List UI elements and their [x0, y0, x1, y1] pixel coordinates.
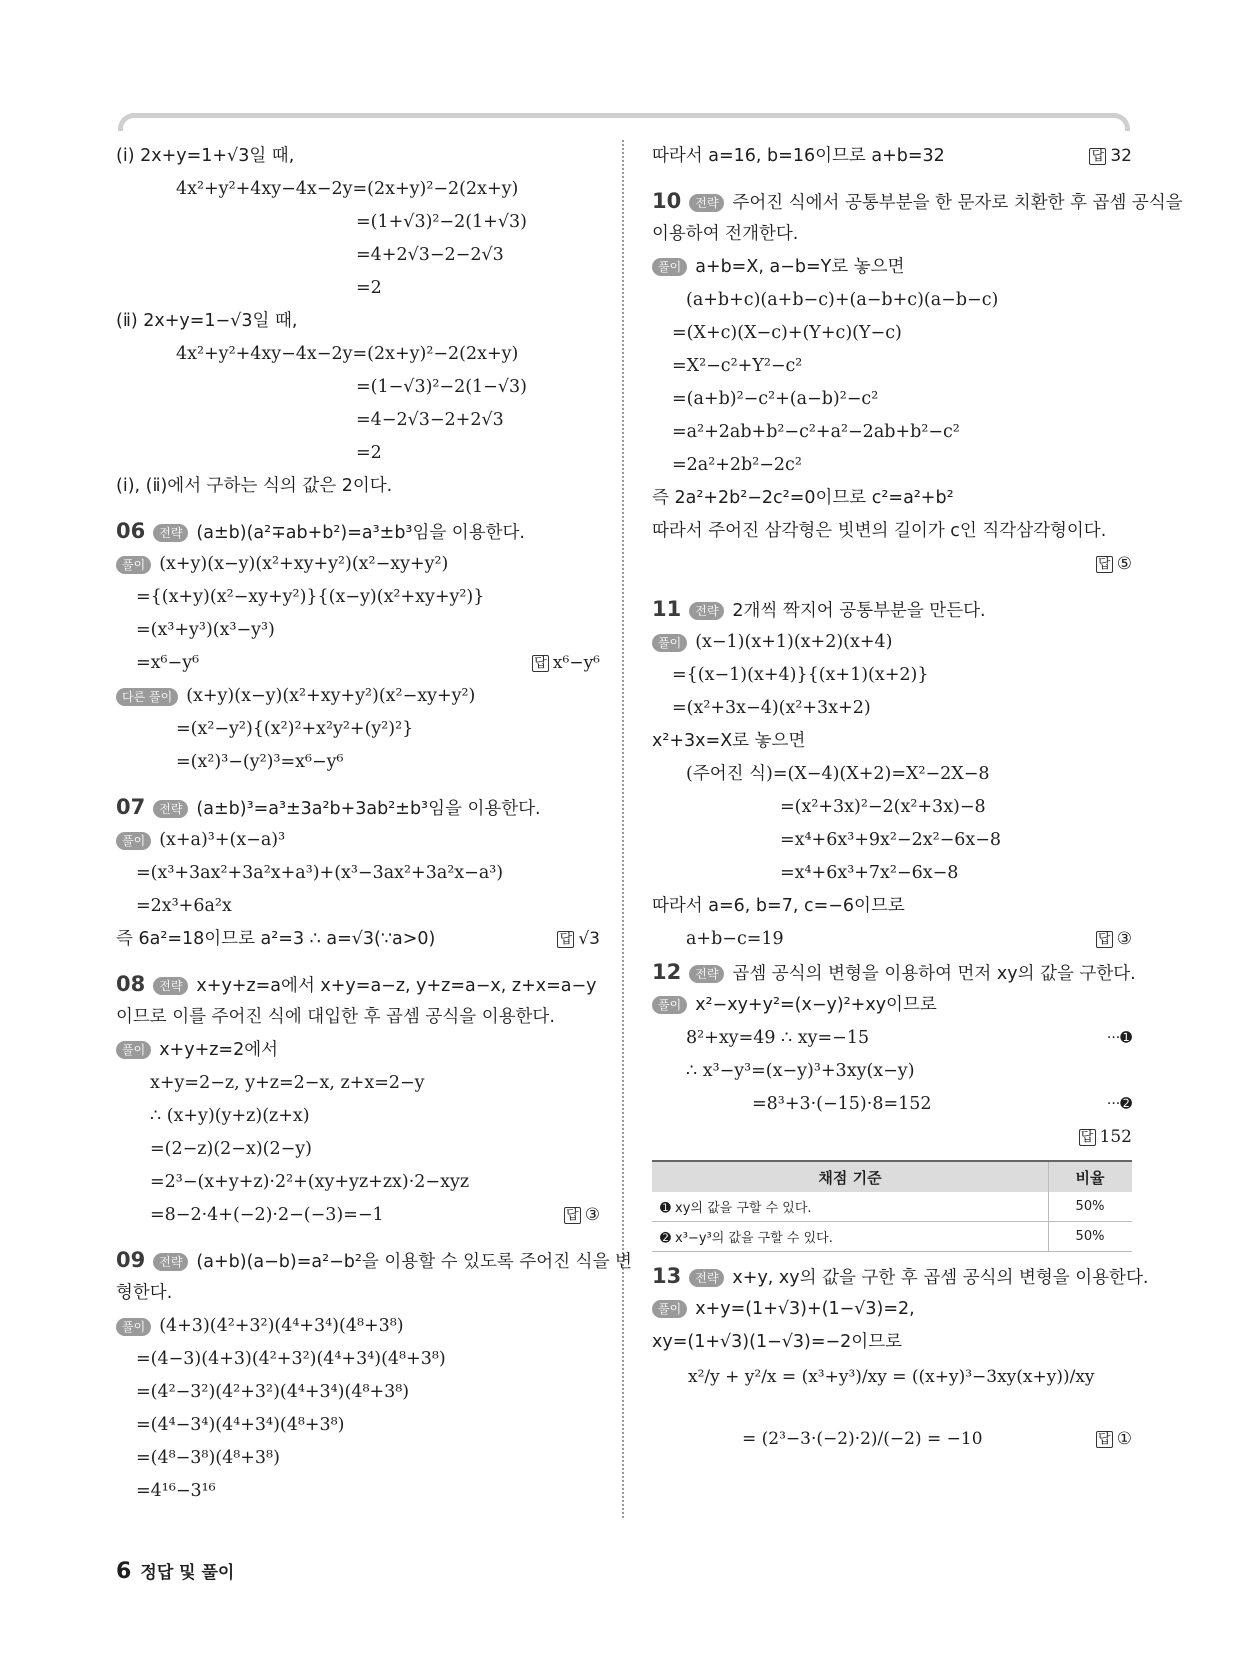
line-text: =x⁶−y⁶	[136, 653, 200, 673]
score-ratio: 50%	[1049, 1192, 1133, 1222]
text-line	[116, 470, 600, 503]
problem-number: 07	[116, 795, 146, 819]
line-text: =2a²+2b²−2c²	[672, 455, 802, 475]
line-text: 따라서 a=6, b=7, c=−6이므로	[652, 896, 905, 916]
answer	[1096, 548, 1132, 581]
text-line	[652, 1260, 1149, 1293]
page-footer	[116, 1558, 234, 1584]
answer	[1096, 1429, 1132, 1449]
text-line	[652, 857, 1132, 890]
answer-mark-icon: 답	[1079, 1129, 1096, 1146]
label-badge: 전략	[153, 977, 188, 995]
fraction-expression-1: x²/y + y²/x = (x³+y³)/xy = ((x+y)³−3xy(x+y))/xy	[688, 1367, 1095, 1387]
text-line	[652, 626, 1132, 659]
fraction-expression-2: = (2³−3·(−2)·2)/(−2) = −10	[742, 1429, 983, 1449]
label-badge: 전략	[153, 800, 188, 818]
text-line	[116, 1442, 600, 1475]
spacer	[116, 779, 600, 791]
problem-number: 09	[116, 1248, 146, 1272]
text-line	[116, 371, 600, 404]
line-text: =(x³+y³)(x³−y³)	[136, 620, 275, 640]
spacer	[116, 956, 600, 968]
text-line	[652, 140, 1132, 173]
score-criteria: ➊ xy의 값을 구할 수 있다.	[652, 1192, 1049, 1222]
table-row	[652, 1222, 1132, 1252]
spacer	[116, 503, 600, 515]
line-text: (x+a)³+(x−a)³	[159, 830, 286, 850]
spacer	[652, 173, 1132, 185]
text-line	[652, 218, 1132, 251]
line-text: 따라서 a=16, b=16이므로 a+b=32	[652, 146, 945, 166]
answer-value: x⁶−y⁶	[552, 653, 600, 673]
text-line	[116, 1310, 600, 1343]
text-line	[652, 350, 1132, 383]
page-top-rule	[118, 113, 1130, 131]
line-text: =4¹⁶−3¹⁶	[136, 1481, 216, 1501]
line-text: =x⁴+6x³+7x²−6x−8	[780, 863, 959, 883]
answer-value: ③	[584, 1205, 600, 1225]
text-line	[116, 1166, 600, 1199]
line-text: =2x³+6a²x	[136, 896, 232, 916]
line-text: =(2−z)(2−x)(2−y)	[150, 1139, 312, 1159]
text-line	[116, 890, 600, 923]
line-text: =(x²−y²){(x²)²+x²y²+(y²)²}	[176, 719, 414, 739]
line-text: =x⁴+6x³+9x²−2x²−6x−8	[780, 830, 1002, 850]
line-text: =(4²−3²)(4²+3²)(4⁴+3⁴)(4⁸+3⁸)	[136, 1382, 410, 1402]
label-badge: 풀이	[116, 1041, 151, 1059]
text-line	[652, 548, 1132, 581]
line-text: =2	[356, 443, 382, 463]
text-line	[116, 404, 600, 437]
line-text: a+b−c=19	[686, 929, 784, 949]
line-text: =(4⁸−3⁸)(4⁸+3⁸)	[136, 1448, 280, 1468]
line-text: =X²−c²+Y²−c²	[672, 356, 803, 376]
line-text: =(x²)³−(y²)³=x⁶−y⁶	[176, 752, 344, 772]
line-text: =(x²+3x−4)(x²+3x+2)	[672, 698, 871, 718]
line-text: 곱셈 공식의 변형을 이용하여 먼저 xy의 값을 구한다.	[732, 964, 1136, 984]
line-text: (x+y)(x−y)(x²+xy+y²)(x²−xy+y²)	[159, 554, 449, 574]
line-text: 4x²+y²+4xy−4x−2y=(2x+y)²−2(2x+y)	[176, 179, 519, 199]
label-badge: 다른 풀이	[116, 688, 178, 706]
answer-value: ①	[1116, 1429, 1132, 1449]
text-line	[652, 659, 1132, 692]
label-badge: 풀이	[652, 258, 687, 276]
text-line	[116, 614, 600, 647]
text-line	[116, 1244, 632, 1277]
text-line	[116, 791, 600, 824]
step-marker: ···➋	[1106, 1096, 1132, 1112]
text-line	[116, 272, 600, 305]
text-line	[652, 593, 1132, 626]
line-text: ∴ x³−y³=(x−y)³+3xy(x−y)	[686, 1061, 915, 1081]
line-text: x+y=2−z, y+z=2−x, z+x=2−y	[150, 1073, 425, 1093]
line-text: (a+b+c)(a+b−c)+(a−b+c)(a−b−c)	[686, 290, 999, 310]
right-lines-2	[652, 1260, 1149, 1359]
text-line	[116, 923, 600, 956]
answer	[1079, 1121, 1132, 1154]
label-badge: 풀이	[652, 1300, 687, 1318]
line-text: =(a+b)²−c²+(a−b)²−c²	[672, 389, 879, 409]
left-column	[116, 140, 632, 1508]
line-text: =(1+√3)²−2(1+√3)	[356, 212, 527, 232]
text-line	[116, 239, 600, 272]
answer-mark-icon: 답	[1089, 148, 1106, 165]
text-line	[116, 968, 600, 1001]
line-text: =(4−3)(4+3)(4²+3²)(4⁴+3⁴)(4⁸+3⁸)	[136, 1349, 446, 1369]
text-line	[116, 713, 600, 746]
label-badge: 전략	[689, 965, 724, 983]
line-text: 2개씩 짝지어 공통부분을 만든다.	[732, 601, 986, 621]
label-badge: 전략	[689, 602, 724, 620]
line-text: x²−xy+y²=(x−y)²+xy이므로	[695, 995, 937, 1015]
line-text: x+y, xy의 값을 구한 후 곱셈 공식의 변형을 이용한다.	[732, 1268, 1149, 1288]
text-line	[652, 890, 1132, 923]
text-line	[652, 1326, 1132, 1359]
line-text: x+y=(1+√3)+(1−√3)=2,	[695, 1299, 915, 1319]
text-line	[116, 680, 600, 713]
text-line	[652, 1055, 1132, 1088]
line-text: (x+y)(x−y)(x²+xy+y²)(x²−xy+y²)	[186, 686, 476, 706]
answer-value: √3	[578, 929, 600, 949]
text-line	[116, 746, 600, 779]
text-line	[652, 1293, 1132, 1326]
text-line	[652, 251, 1132, 284]
text-line	[116, 206, 600, 239]
text-line	[116, 140, 600, 173]
text-line	[652, 923, 1132, 956]
text-line	[116, 515, 600, 548]
text-line	[652, 1088, 1132, 1121]
text-line	[652, 956, 1136, 989]
line-text: =8−2·4+(−2)·2−(−3)=−1	[150, 1205, 384, 1225]
line-text: =(X+c)(X−c)+(Y+c)(Y−c)	[672, 323, 902, 343]
label-badge: 풀이	[116, 1318, 151, 1336]
text-line	[116, 1475, 600, 1508]
line-text: 8²+xy=49 ∴ xy=−15	[686, 1028, 870, 1048]
text-line	[652, 284, 1132, 317]
text-line	[116, 1034, 600, 1067]
label-badge: 풀이	[652, 996, 687, 1014]
text-line	[116, 1409, 600, 1442]
answer	[532, 647, 600, 680]
answer-mark-icon: 답	[532, 655, 549, 672]
text-line	[652, 416, 1132, 449]
line-text: (ⅰ) 2x+y=1+√3일 때,	[116, 146, 295, 166]
text-line	[652, 1121, 1132, 1154]
line-text: ={(x+y)(x²−xy+y²)}{(x−y)(x²+xy+y²)}	[136, 587, 485, 607]
score-header-criteria: 채점 기준	[652, 1161, 1049, 1192]
text-line	[652, 317, 1132, 350]
line-text: ∴ (x+y)(y+z)(z+x)	[150, 1106, 310, 1126]
line-text: (ⅰ), (ⅱ)에서 구하는 식의 값은 2이다.	[116, 476, 393, 496]
line-text: =8³+3·(−15)·8=152	[752, 1094, 932, 1114]
text-line	[116, 305, 600, 338]
answer-mark-icon: 답	[1096, 931, 1113, 948]
text-line	[652, 758, 1132, 791]
text-line	[652, 791, 1132, 824]
line-text: =a²+2ab+b²−c²+a²−2ab+b²−c²	[672, 422, 960, 442]
line-text: 4x²+y²+4xy−4x−2y=(2x+y)²−2(2x+y)	[176, 344, 519, 364]
text-line	[116, 548, 600, 581]
problem-number: 13	[652, 1264, 682, 1288]
answer-mark-icon: 답	[1096, 556, 1113, 573]
score-criteria: ➋ x³−y³의 값을 구할 수 있다.	[652, 1222, 1049, 1252]
line-text: x+y+z=a에서 x+y=a−z, y+z=a−x, z+x=a−y	[196, 976, 597, 996]
line-text: 즉 2a²+2b²−2c²=0이므로 c²=a²+b²	[652, 488, 954, 508]
answer-value: 152	[1099, 1127, 1132, 1147]
spacer	[652, 581, 1132, 593]
label-badge: 풀이	[116, 556, 151, 574]
line-text: =(x²+3x)²−2(x²+3x)−8	[780, 797, 986, 817]
answer-mark-icon: 답	[557, 931, 574, 948]
score-header-ratio: 비율	[1049, 1161, 1133, 1192]
line-text: x²+3x=X로 놓으면	[652, 731, 806, 751]
label-badge: 풀이	[652, 634, 687, 652]
fraction-line-1	[652, 1359, 1132, 1421]
problem-number: 10	[652, 189, 682, 213]
line-text: 이용하여 전개한다.	[652, 224, 799, 244]
text-line	[116, 1100, 600, 1133]
line-text: =4−2√3−2+2√3	[356, 410, 504, 430]
answer-value: ⑤	[1116, 554, 1132, 574]
text-line	[116, 647, 600, 680]
text-line	[116, 1376, 600, 1409]
line-text: (a±b)³=a³±3a²b+3ab²±b³임을 이용한다.	[196, 799, 541, 819]
line-text: (주어진 식)=(X−4)(X+2)=X²−2X−8	[686, 764, 990, 784]
answer	[557, 923, 600, 956]
answer-value: ③	[1116, 929, 1132, 949]
line-text: =(4⁴−3⁴)(4⁴+3⁴)(4⁸+3⁸)	[136, 1415, 345, 1435]
text-line	[116, 581, 600, 614]
text-line	[652, 692, 1132, 725]
problem-number: 11	[652, 597, 682, 621]
right-column	[652, 140, 1183, 1465]
step-marker: ···➊	[1106, 1030, 1132, 1046]
scoring-table	[652, 1160, 1132, 1252]
text-line	[116, 1343, 600, 1376]
text-line	[116, 857, 600, 890]
text-line	[116, 338, 600, 371]
line-text: (ⅱ) 2x+y=1−√3일 때,	[116, 311, 298, 331]
answer-value: 32	[1110, 146, 1132, 166]
text-line	[652, 383, 1132, 416]
text-line	[652, 725, 1132, 758]
text-line	[116, 1199, 600, 1232]
text-line	[652, 482, 1132, 515]
line-text: =(1−√3)²−2(1−√3)	[356, 377, 527, 397]
line-text: (4+3)(4²+3²)(4⁴+3⁴)(4⁸+3⁸)	[159, 1316, 404, 1336]
label-badge: 전략	[689, 1269, 724, 1287]
problem-number: 06	[116, 519, 146, 543]
page-number: 6	[116, 1559, 132, 1584]
answer-mark-icon: 답	[564, 1207, 581, 1224]
line-text: =4+2√3−2−2√3	[356, 245, 504, 265]
line-text: 이므로 이를 주어진 식에 대입한 후 곱셈 공식을 이용한다.	[116, 1007, 555, 1027]
line-text: 형한다.	[116, 1283, 173, 1303]
label-badge: 전략	[689, 194, 724, 212]
label-badge: 풀이	[116, 832, 151, 850]
line-text: (a+b)(a−b)=a²−b²을 이용할 수 있도록 주어진 식을 변	[196, 1252, 632, 1272]
answer	[1096, 923, 1132, 956]
answer	[564, 1199, 600, 1232]
text-line	[652, 449, 1132, 482]
line-text: 따라서 주어진 삼각형은 빗변의 길이가 c인 직각삼각형이다.	[652, 521, 1107, 541]
fraction-line-2	[652, 1421, 1132, 1465]
line-text: =2	[356, 278, 382, 298]
text-line	[116, 1067, 600, 1100]
line-text: =(x³+3ax²+3a²x+a³)+(x³−3ax²+3a²x−a³)	[136, 863, 504, 883]
text-line	[652, 824, 1132, 857]
problem-number: 12	[652, 960, 682, 984]
text-line	[652, 515, 1132, 548]
answer	[1089, 140, 1132, 173]
text-line	[116, 437, 600, 470]
line-text: 즉 6a²=18이므로 a²=3 ∴ a=√3(∵a>0)	[116, 929, 436, 949]
line-text: (a±b)(a²∓ab+b²)=a³±b³임을 이용한다.	[196, 523, 525, 543]
line-text: 주어진 식에서 공통부분을 한 문자로 치환한 후 곱셈 공식을	[732, 193, 1183, 213]
table-row	[652, 1192, 1132, 1222]
spacer	[116, 1232, 600, 1244]
text-line	[652, 1022, 1132, 1055]
text-line	[652, 989, 1132, 1022]
footer-title: 정답 및 풀이	[140, 1563, 235, 1583]
text-line	[116, 173, 600, 206]
line-text: x+y+z=2에서	[159, 1040, 279, 1060]
line-text: ={(x−1)(x+4)}{(x+1)(x+2)}	[672, 665, 929, 685]
answer-mark-icon: 답	[1096, 1431, 1113, 1448]
text-line	[116, 1277, 600, 1310]
right-lines	[652, 140, 1183, 1154]
line-text: =2³−(x+y+z)·2²+(xy+yz+zx)·2−xyz	[150, 1172, 470, 1192]
text-line	[116, 1133, 600, 1166]
line-text: (x−1)(x+1)(x+2)(x+4)	[695, 632, 893, 652]
problem-number: 08	[116, 972, 146, 996]
line-text: a+b=X, a−b=Y로 놓으면	[695, 257, 905, 277]
line-text: xy=(1+√3)(1−√3)=−2이므로	[652, 1332, 903, 1352]
text-line	[116, 1001, 600, 1034]
score-ratio: 50%	[1049, 1222, 1133, 1252]
text-line	[116, 824, 600, 857]
column-divider	[622, 140, 624, 1518]
text-line	[652, 185, 1183, 218]
label-badge: 전략	[153, 524, 188, 542]
label-badge: 전략	[153, 1253, 188, 1271]
